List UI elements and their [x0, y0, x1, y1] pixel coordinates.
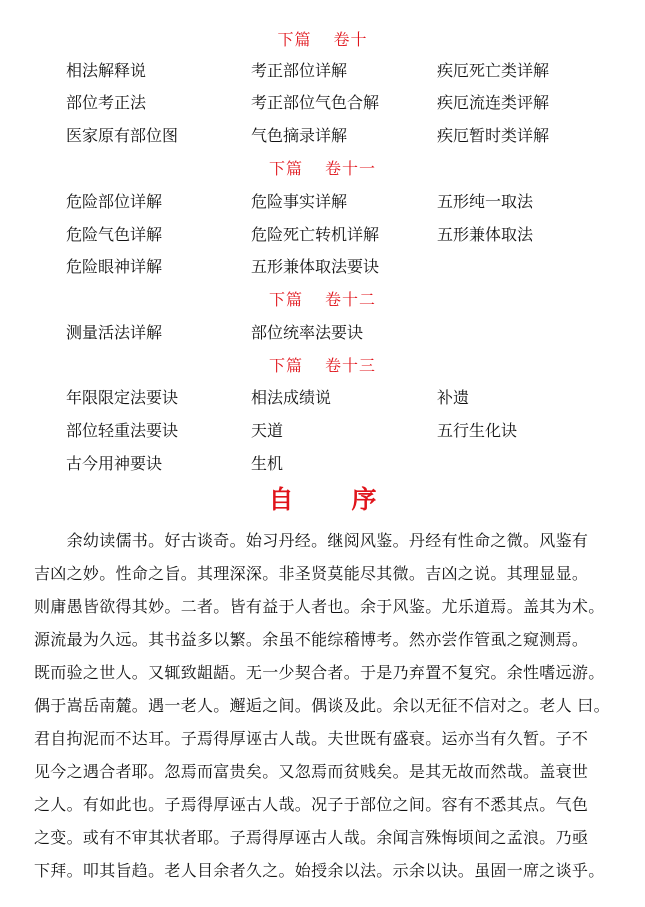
toc-entry: 五形兼体取法 — [437, 225, 534, 244]
toc-entry: 五形兼体取法要诀 — [251, 257, 380, 276]
toc-row — [0, 125, 645, 147]
preface-line: 则庸愚皆欲得其妙。二者。皆有益于人者也。余于风鉴。尤乐道焉。盖其为术。 — [34, 597, 605, 616]
preface-line: 君自拘泥而不达耳。子焉得厚诬古人哉。夫世既有盛衰。运亦当有久暂。子不 — [34, 729, 589, 748]
toc-entry: 五形纯一取法 — [437, 192, 534, 211]
toc-entry: 补遗 — [437, 388, 470, 407]
toc-entry: 五行生化诀 — [437, 421, 518, 440]
toc-entry: 考正部位气色合解 — [251, 93, 380, 112]
preface-line: 之人。有如此也。子焉得厚诬古人哉。况子于部位之间。容有不悉其点。气色 — [34, 795, 589, 814]
toc-entry: 古今用神要诀 — [66, 454, 163, 473]
toc-entry: 生机 — [251, 454, 284, 473]
toc-row — [0, 387, 645, 409]
preface-line: 吉凶之妙。性命之旨。其理深深。非圣贤莫能尽其微。吉凶之说。其理显显。 — [34, 564, 589, 583]
preface-title-left: 自 — [268, 485, 294, 514]
toc-entry: 危险气色详解 — [66, 225, 163, 244]
toc-entry: 危险事实详解 — [251, 192, 348, 211]
section-heading — [0, 159, 645, 179]
toc-row — [0, 92, 645, 114]
preface-line: 之变。或有不审其状者耶。子焉得厚诬古人哉。余闻言殊悔顷间之孟浪。乃亟 — [34, 828, 589, 847]
section-volume: 卷十二 — [325, 290, 377, 309]
toc-entry: 危险部位详解 — [66, 192, 163, 211]
toc-entry: 气色摘录详解 — [251, 126, 348, 145]
toc-row — [0, 322, 645, 344]
preface-line: 见今之遇合者耶。忽焉而富贵矣。又忽焉而贫贱矣。是其无故而然哉。盖衰世 — [34, 762, 589, 781]
toc-entry: 相法成绩说 — [251, 388, 332, 407]
toc-entry: 医家原有部位图 — [66, 126, 179, 145]
toc-entry: 危险死亡转机详解 — [251, 225, 380, 244]
preface-line: 既而验之世人。又辄致龃龉。无一少契合者。于是乃弃置不复究。余性嗜远游。 — [34, 663, 605, 682]
section-heading — [0, 356, 645, 376]
section-part: 下篇 — [268, 356, 303, 375]
toc-entry: 测量活法详解 — [66, 323, 163, 342]
preface-line: 源流最为久远。其书益多以繁。余虽不能综稽博考。然亦尝作管虱之窥测焉。 — [34, 630, 589, 649]
preface-title-right: 序 — [351, 485, 377, 514]
toc-row — [0, 60, 645, 82]
preface-line: 余幼读儒书。好古谈奇。始习丹经。继阅风鉴。丹经有性命之微。风鉴有 — [34, 531, 589, 550]
section-volume: 卷十一 — [325, 159, 377, 178]
toc-entry: 部位考正法 — [66, 93, 147, 112]
toc-entry: 相法解释说 — [66, 61, 147, 80]
toc-row — [0, 453, 645, 475]
toc-row — [0, 191, 645, 213]
preface-title — [0, 482, 645, 518]
toc-entry: 部位统率法要诀 — [251, 323, 364, 342]
section-heading — [0, 30, 645, 50]
toc-row — [0, 224, 645, 246]
section-part: 下篇 — [268, 159, 303, 178]
preface-line: 偶于嵩岳南麓。遇一老人。邂逅之间。偶谈及此。余以无征不信对之。老人 曰。 — [34, 696, 610, 715]
toc-entry: 天道 — [251, 421, 284, 440]
section-volume: 卷十三 — [325, 356, 377, 375]
toc-entry: 年限限定法要诀 — [66, 388, 179, 407]
toc-row — [0, 420, 645, 442]
toc-row — [0, 256, 645, 278]
section-part: 下篇 — [277, 30, 312, 49]
toc-entry: 疾厄流连类评解 — [437, 93, 550, 112]
toc-entry: 考正部位详解 — [251, 61, 348, 80]
section-volume: 卷十 — [333, 30, 368, 49]
toc-entry: 疾厄死亡类详解 — [437, 61, 550, 80]
section-part: 下篇 — [268, 290, 303, 309]
preface-line: 下拜。叩其旨趋。老人目余者久之。始授余以法。示余以诀。虽固一席之谈乎。 — [34, 861, 605, 880]
toc-entry: 部位轻重法要诀 — [66, 421, 179, 440]
toc-entry: 疾厄暂时类详解 — [437, 126, 550, 145]
toc-entry: 危险眼神详解 — [66, 257, 163, 276]
section-heading — [0, 290, 645, 310]
